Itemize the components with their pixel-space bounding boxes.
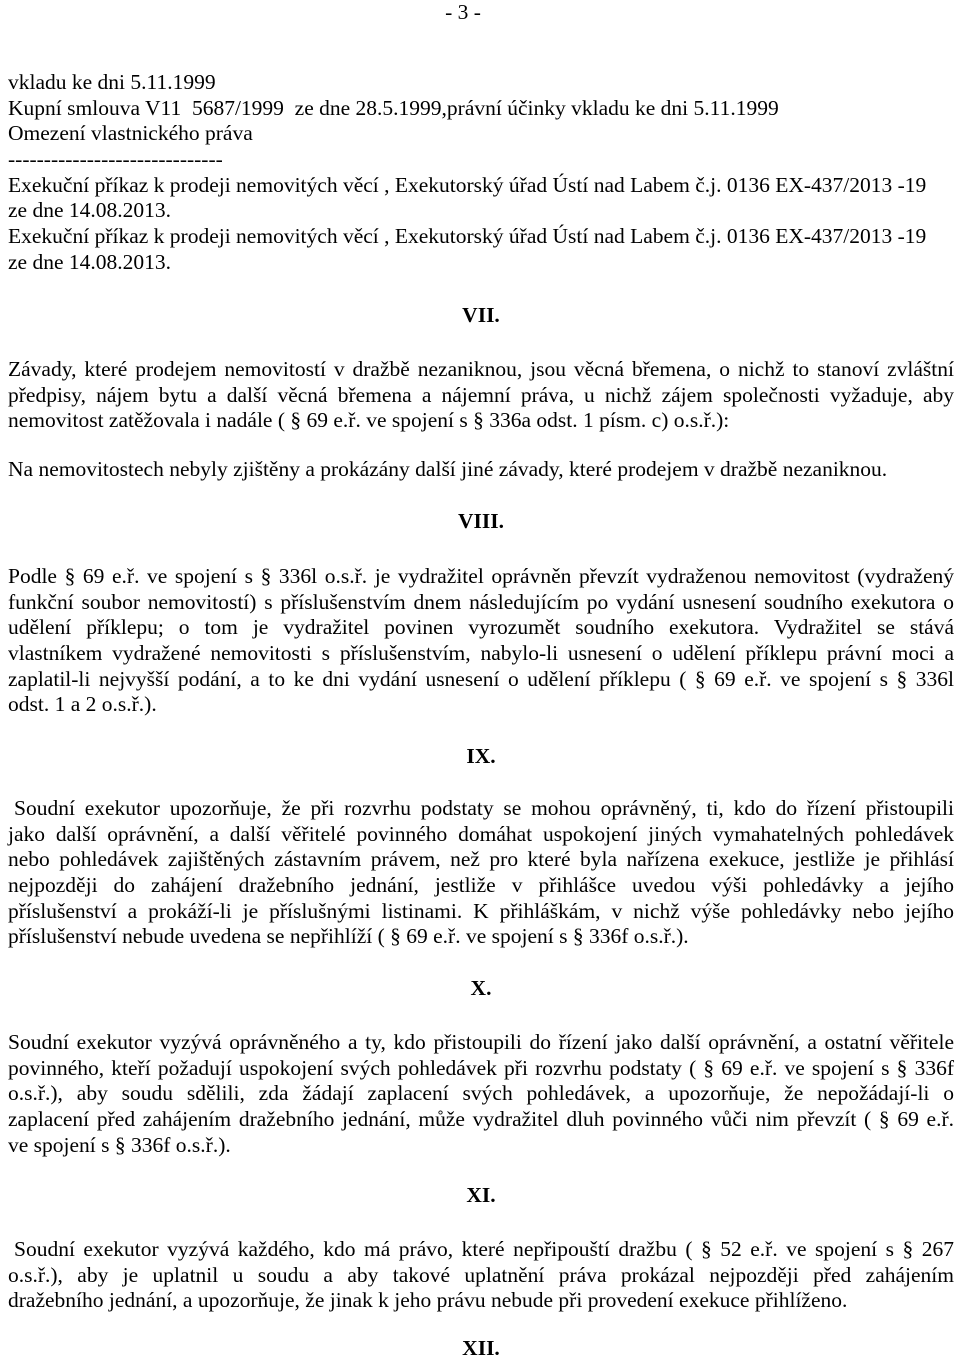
paragraph-line: předpisy, nájem bytu a další věcná břemena a nájemní práva, u nichž zájem společnosti vyžaduje, aby: [8, 382, 954, 407]
paragraph-line: jako další oprávnění, a další věřitelé povinného domáhat uspokojení jiných vymahatelných pohledávek: [8, 821, 954, 846]
paragraph-line: nebo pohledávek zajištěných zástavním právem, než pro které byla nařízena exekuce, jestliže je přihlásí: [8, 847, 954, 872]
paragraph-takeover: [8, 564, 954, 718]
paragraph-line: dražebního jednání, a upozorňuje, že jinak k jeho právu nebude při provedení exekuce přihlíženo.: [8, 1288, 848, 1313]
paragraph-line: udělení příklepu; o tom je vydražitel povinen vyrozumět soudního exekutora. Vydražitel se stává: [8, 615, 954, 640]
page-number: - 3 -: [445, 0, 481, 24]
paragraph-line: zaplatil-li nejvyšší podání, a to ke dni vydání usnesení o udělení příklepu ( § 69 e.ř. ve spojení s § 336l: [8, 666, 954, 691]
section-heading-viii: VIII.: [457, 509, 504, 533]
paragraph-line: zaplacení před zahájením dražebního jednání, může vydražitel dluh povinného vůči nim převzít ( § 69 e.ř.: [8, 1107, 954, 1132]
register-line: Exekuční příkaz k prodeji nemovitých věcí , Exekutorský úřad Ústí nad Labem č.j. 0136 EX-437/2013 -19: [8, 172, 927, 197]
paragraph-line: Závady, které prodejem nemovitostí v dražbě nezaniknou, jsou věcná břemena, o nichž to stanoví zvláštní: [8, 357, 954, 381]
paragraph-line: nejpozději do zahájení dražebního jednání, jestliže v přihlášce uvedou výši pohledávky a jejího: [8, 873, 954, 898]
register-separator: ------------------------------: [8, 147, 223, 172]
section-heading-xii: XII.: [462, 1336, 500, 1360]
paragraph-no-other-encumbrances: [8, 457, 954, 483]
paragraph-line: o.s.ř.), aby soudu sdělili, zda žádají zaplacení svých pohledávek, a upozorňuje, že nepožádají-li o: [8, 1081, 954, 1106]
paragraph-line: funkční soubor nemovitostí) s příslušenstvím dnem následujícím po vydání usnesení soudního exekutora o: [8, 589, 954, 614]
section-heading-xi: XI.: [466, 1183, 496, 1207]
paragraph-line: vlastníkem vydražené nemovitosti s příslušenstvím, nabylo-li usnesení o udělení příklepu právní moci a: [8, 641, 954, 666]
paragraph-line: ve spojení s § 336f o.s.ř.).: [8, 1132, 231, 1157]
section-heading-ix: IX.: [466, 744, 496, 768]
paragraph-line: Soudní exekutor upozorňuje, že při rozvrhu podstaty se mohou oprávněný, ti, kdo do řízení přistoupili: [14, 796, 954, 820]
paragraph-line: příslušenství nebude uvedena se nepřihlíží ( § 69 e.ř. ve spojení s § 336f o.s.ř.).: [8, 924, 689, 949]
section-heading-vii: VII.: [462, 303, 500, 327]
paragraph-creditors-call: [8, 1030, 954, 1158]
register-excerpt: [8, 70, 954, 276]
register-line: vkladu ke dni 5.11.1999: [8, 70, 216, 94]
paragraph-line: Podle § 69 e.ř. ve spojení s § 336l o.s.ř. je vydražitel oprávněn převzít vydraženou nemovitost (vydražený: [8, 564, 954, 588]
paragraph-line: Na nemovitostech nebyly zjištěny a prokázány další jiné závady, které prodejem v dražbě nezaniknou.: [8, 457, 888, 481]
section-heading-x: X.: [470, 976, 492, 1000]
register-line: Exekuční příkaz k prodeji nemovitých věcí , Exekutorský úřad Ústí nad Labem č.j. 0136 EX-437/2013 -19: [8, 224, 927, 249]
paragraph-objections-call: [8, 1237, 954, 1314]
paragraph-line: Soudní exekutor vyzývá každého, kdo má právo, které nepřipouští dražbu ( § 52 e.ř. ve spojení s § 267: [14, 1237, 954, 1261]
paragraph-line: povinného, kteří požadují uspokojení svých pohledávek při rozvrhu podstaty ( § 69 e.ř. ve spojení s § 336f: [8, 1055, 954, 1080]
register-line: ze dne 14.08.2013.: [8, 198, 172, 223]
register-line: Kupní smlouva V11 5687/1999 ze dne 28.5.1999,právní účinky vkladu ke dni 5.11.1999: [8, 95, 779, 120]
paragraph-claims-notice: [8, 796, 954, 950]
register-line: ze dne 14.08.2013.: [8, 249, 172, 274]
paragraph-line: odst. 1 a 2 o.s.ř.).: [8, 692, 157, 717]
paragraph-line: Soudní exekutor vyzývá oprávněného a ty, kdo přistoupili do řízení jako další oprávnění, a ostatní věřitele: [8, 1030, 954, 1054]
paragraph-encumbrances: [8, 357, 954, 434]
paragraph-line: příslušenství a prokáží-li je příslušnými listinami. K přihláškám, v nichž výše pohledávky nebo jejího: [8, 898, 954, 923]
paragraph-line: o.s.ř.), aby je uplatnil u soudu a aby takové uplatnění práva prokázal nejpozději před zahájením: [8, 1262, 954, 1287]
register-line: Omezení vlastnického práva: [8, 121, 253, 146]
paragraph-line: nemovitost zatěžovala i nadále ( § 69 e.ř. ve spojení s § 336a odst. 1 písm. c) o.s.ř.):: [8, 408, 730, 433]
